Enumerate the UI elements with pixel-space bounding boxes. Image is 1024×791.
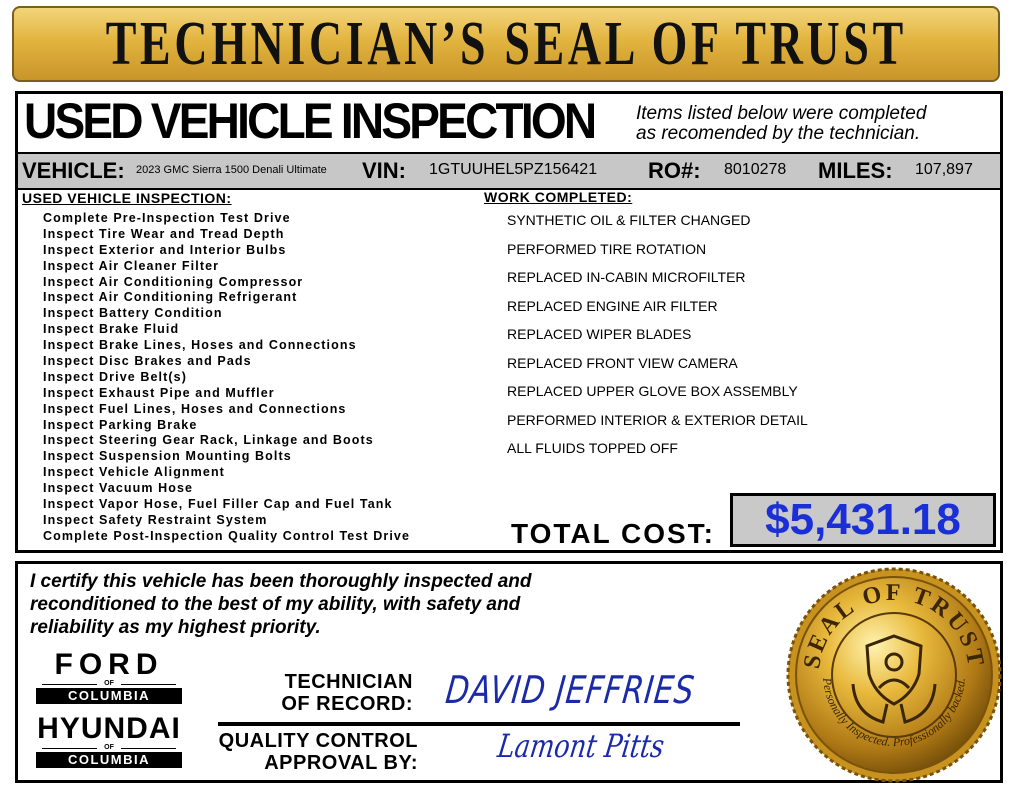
list-item: Inspect Brake Lines, Hoses and Connections bbox=[43, 338, 357, 353]
banner-title: TECHNICIAN’S SEAL OF TRUST bbox=[105, 9, 907, 78]
hyundai-of-columbia-logo bbox=[34, 714, 184, 768]
list-item: PERFORMED TIRE ROTATION bbox=[507, 240, 707, 257]
list-item: REPLACED IN-CABIN MICROFILTER bbox=[507, 269, 746, 285]
ford-logo-city: COLUMBIA bbox=[36, 688, 182, 704]
ro-label: RO#: bbox=[648, 158, 701, 183]
list-item: Inspect Exterior and Interior Bulbs bbox=[43, 242, 287, 257]
list-item: Inspect Tire Wear and Tread Depth bbox=[43, 226, 285, 241]
work-completed-heading: WORK COMPLETED: bbox=[484, 189, 633, 205]
hyundai-logo-name: HYUNDAI bbox=[37, 712, 181, 745]
ford-of-columbia-logo bbox=[34, 650, 184, 704]
inspection-list-heading: USED VEHICLE INSPECTION: bbox=[22, 190, 232, 206]
quality-control-label bbox=[213, 730, 418, 774]
ford-logo-name: FORD bbox=[54, 648, 164, 681]
list-item: Inspect Battery Condition bbox=[43, 306, 223, 321]
list-item: REPLACED FRONT VIEW CAMERA bbox=[507, 354, 738, 371]
list-item: Complete Post-Inspection Quality Control Test Drive bbox=[43, 528, 411, 543]
list-item: REPLACED WIPER BLADES bbox=[507, 326, 692, 342]
hyundai-logo-of: OF bbox=[34, 744, 184, 752]
list-item: Inspect Vehicle Alignment bbox=[43, 465, 225, 480]
certification-line-2: reconditioned to the best of my ability, with safety and bbox=[30, 594, 521, 615]
ro-value: 8010278 bbox=[724, 161, 787, 178]
list-item: Inspect Steering Gear Rack, Linkage and Boots bbox=[43, 433, 374, 448]
list-item: Inspect Suspension Mounting Bolts bbox=[43, 449, 292, 464]
miles-label: MILES: bbox=[818, 158, 893, 183]
seal-of-trust-banner bbox=[12, 6, 1000, 82]
inspection-title: USED VEHICLE INSPECTION bbox=[24, 93, 595, 149]
certification-statement bbox=[30, 570, 730, 639]
list-item: Inspect Drive Belt(s) bbox=[43, 369, 187, 384]
vin-label: VIN: bbox=[362, 158, 406, 183]
total-cost-box bbox=[730, 493, 996, 547]
seal-of-trust-badge-icon bbox=[783, 564, 1005, 786]
total-cost-label: TOTAL COST: bbox=[511, 518, 715, 549]
list-item: ALL FLUIDS TOPPED OFF bbox=[507, 440, 678, 456]
vehicle-info-bar bbox=[18, 152, 1000, 190]
list-item: Inspect Parking Brake bbox=[43, 417, 198, 432]
ford-logo-of: OF bbox=[34, 680, 184, 688]
quality-control-label-line-1: QUALITY CONTROL bbox=[218, 730, 418, 752]
list-item: Inspect Exhaust Pipe and Muffler bbox=[43, 385, 275, 400]
list-item: Inspect Vapor Hose, Fuel Filler Cap and Fuel Tank bbox=[43, 497, 393, 512]
list-item: Inspect Safety Restraint System bbox=[43, 512, 268, 527]
inspection-panel bbox=[15, 91, 1003, 553]
technician-signature: DAVID JEFFRIES bbox=[443, 668, 697, 712]
list-item: REPLACED UPPER GLOVE BOX ASSEMBLY bbox=[507, 383, 798, 399]
technician-label-line-1: TECHNICIAN bbox=[284, 671, 413, 693]
list-item: SYNTHETIC OIL & FILTER CHANGED bbox=[507, 212, 751, 228]
list-item: Inspect Disc Brakes and Pads bbox=[43, 354, 252, 369]
list-item: REPLACED ENGINE AIR FILTER bbox=[507, 297, 718, 314]
list-item: Inspect Vacuum Hose bbox=[43, 481, 194, 496]
total-cost-value: $5,431.18 bbox=[765, 495, 961, 544]
list-item: Inspect Air Cleaner Filter bbox=[43, 258, 220, 273]
vehicle-label: VEHICLE: bbox=[22, 158, 125, 183]
list-item: Inspect Air Conditioning Refrigerant bbox=[43, 290, 298, 305]
quality-control-signature: Lamont Pitts bbox=[495, 727, 667, 765]
technician-label bbox=[258, 671, 413, 715]
seal-top-text: SEAL OF TRUST bbox=[799, 579, 990, 671]
vehicle-value: 2023 GMC Sierra 1500 Denali Ultimate bbox=[136, 164, 327, 176]
miles-value: 107,897 bbox=[915, 161, 973, 178]
quality-control-label-line-2: APPROVAL BY: bbox=[264, 752, 418, 774]
list-item: Complete Pre-Inspection Test Drive bbox=[43, 211, 291, 225]
certification-line-1: I certify this vehicle has been thoroughly inspected and bbox=[30, 571, 532, 592]
technician-label-line-2: OF RECORD: bbox=[281, 693, 413, 715]
list-item: Inspect Air Conditioning Compressor bbox=[43, 274, 304, 289]
list-item: Inspect Brake Fluid bbox=[43, 322, 180, 337]
inspection-note bbox=[636, 104, 926, 144]
inspection-note-line-1: Items listed below were completed bbox=[636, 103, 927, 124]
inspection-list bbox=[43, 211, 410, 545]
signature-divider bbox=[218, 722, 740, 726]
work-completed-list bbox=[507, 211, 808, 468]
inspection-note-line-2: as recomended by the technician. bbox=[636, 123, 921, 144]
hyundai-logo-city: COLUMBIA bbox=[36, 752, 182, 768]
certification-line-3: reliability as my highest priority. bbox=[30, 617, 321, 638]
seal-bottom-text: Personally Inspected. Professionally backed. bbox=[819, 677, 968, 750]
list-item: PERFORMED INTERIOR & EXTERIOR DETAIL bbox=[507, 411, 808, 428]
list-item: Inspect Fuel Lines, Hoses and Connections bbox=[43, 401, 347, 416]
certification-panel bbox=[15, 561, 1003, 783]
vin-value: 1GTUUHEL5PZ156421 bbox=[429, 161, 598, 178]
